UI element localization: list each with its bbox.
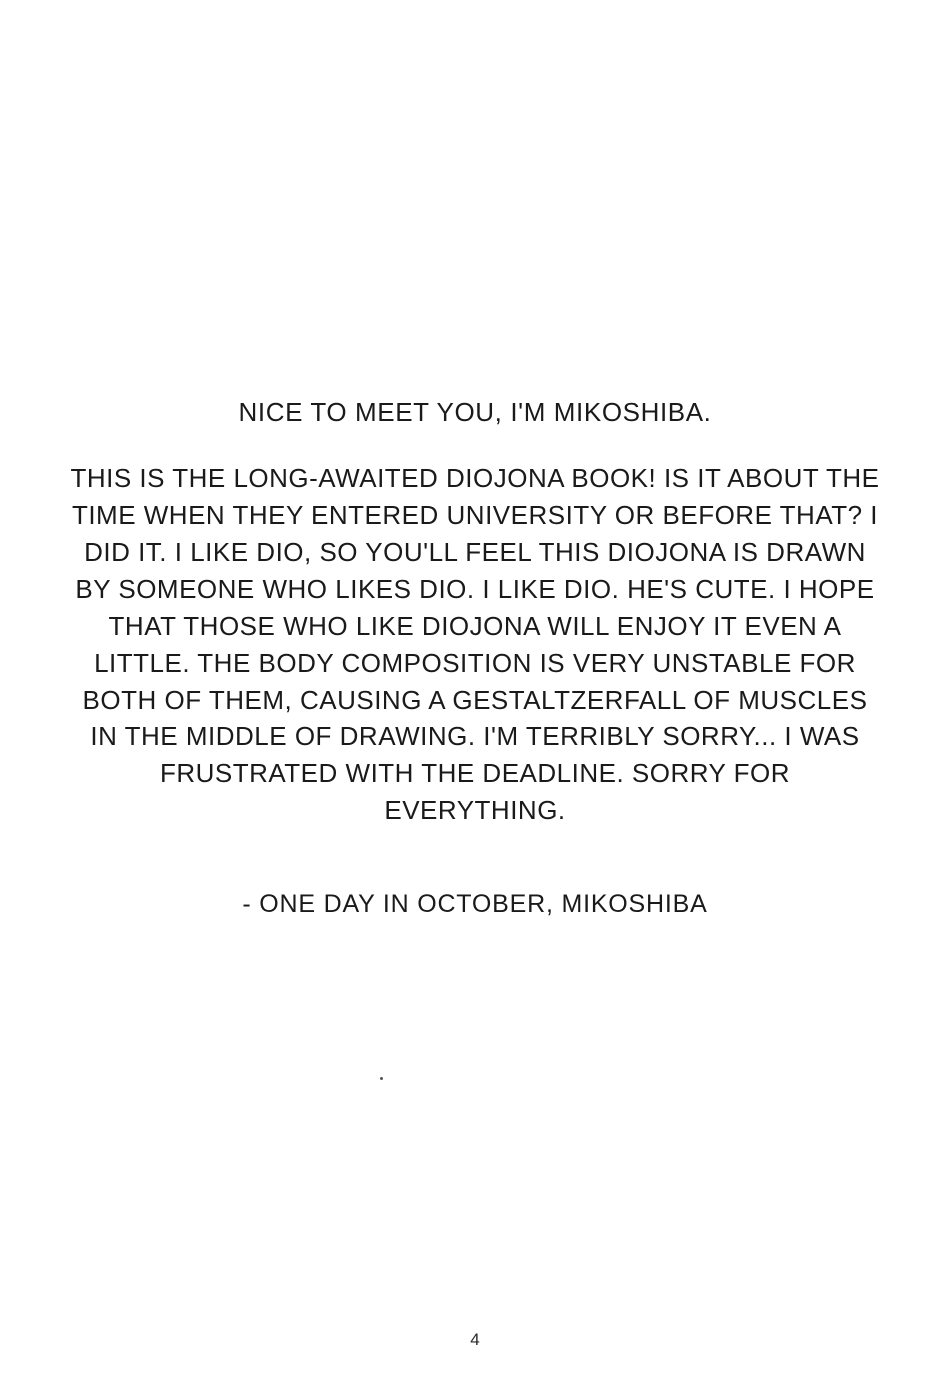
afterword-body: THIS IS THE LONG-AWAITED DIOJONA BOOK! IS IT ABOUT THE TIME WHEN THEY ENTERED UNIVERSITY OR BEFORE THAT? I DID IT. I LIKE DIO, SO YOU'LL FEEL THIS DIOJONA IS DRAWN BY SOMEONE WHO LIKES DIO. I LIKE DIO. HE'S CUTE. I HOPE THAT THOSE WHO LIKE DIOJONA WILL ENJOY IT EVEN A LITTLE. THE BODY COMPOSITION IS VERY UNSTABLE FOR BOTH OF THEM, CAUSING A GESTALTZERFALL OF MUSCLES IN THE MIDDLE OF DRAWING. I'M TERRIBLY SORRY... I WAS FRUSTRATED WITH THE DEADLINE. SORRY FOR EVERYTHING. [70,463,880,826]
afterword-block [70,395,880,829]
afterword-signature: - ONE DAY IN OCTOBER, MIKOSHIBA [242,890,708,918]
stray-ink-dot [380,1077,383,1080]
page-number: 4 [470,1330,480,1349]
afterword-greeting: NICE TO MEET YOU, I'M MIKOSHIBA. [238,397,712,427]
